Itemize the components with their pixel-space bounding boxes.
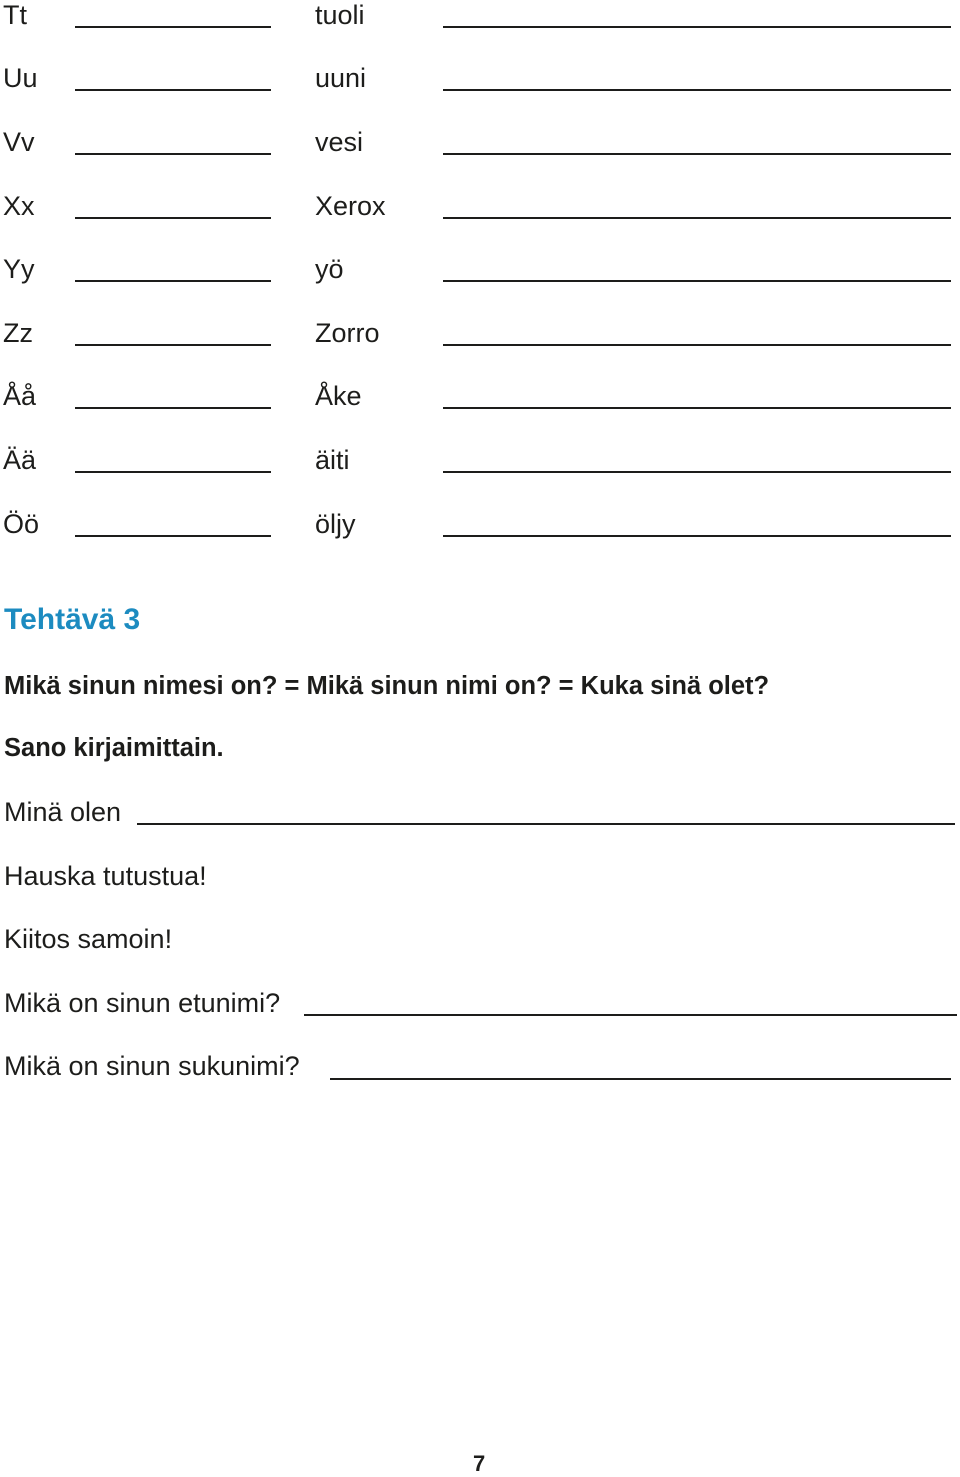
example-word: yö [315, 254, 344, 284]
exercise-instruction: Mikä sinun nimesi on? = Mikä sinun nimi on? = Kuka sinä olet? [4, 672, 770, 700]
exercise-title: Tehtävä 3 [4, 603, 141, 636]
exercise-instruction-spell: Sano kirjaimittain. [4, 734, 224, 762]
reply-text: Hauska tutustua! [4, 861, 207, 891]
first-name-writing-line[interactable] [304, 1014, 957, 1016]
example-word: öljy [315, 509, 356, 539]
letter-label: Ää [3, 445, 37, 475]
example-word: Xerox [315, 191, 386, 221]
word-writing-line[interactable] [443, 471, 951, 473]
letter-label: Zz [3, 318, 33, 348]
letter-label: Öö [3, 509, 40, 539]
word-writing-line[interactable] [443, 344, 951, 346]
alphabet-row [0, 381, 960, 431]
example-word: uuni [315, 63, 367, 93]
alphabet-row [0, 63, 960, 113]
page-number: 7 [473, 1451, 486, 1476]
alphabet-row [0, 0, 960, 50]
intro-prompt: Minä olen [4, 797, 122, 827]
letter-label: Uu [3, 63, 38, 93]
letter-writing-line[interactable] [75, 535, 271, 537]
word-writing-line[interactable] [443, 217, 951, 219]
alphabet-row [0, 509, 960, 559]
letter-writing-line[interactable] [75, 89, 271, 91]
alphabet-row [0, 254, 960, 304]
letter-label: Tt [3, 0, 27, 30]
word-writing-line[interactable] [443, 153, 951, 155]
example-word: Zorro [315, 318, 380, 348]
intro-writing-line[interactable] [137, 823, 955, 825]
letter-writing-line[interactable] [75, 26, 271, 28]
letter-writing-line[interactable] [75, 153, 271, 155]
letter-writing-line[interactable] [75, 407, 271, 409]
example-word: vesi [315, 127, 364, 157]
word-writing-line[interactable] [443, 89, 951, 91]
letter-writing-line[interactable] [75, 344, 271, 346]
alphabet-row [0, 445, 960, 495]
word-writing-line[interactable] [443, 535, 951, 537]
word-writing-line[interactable] [443, 407, 951, 409]
word-writing-line[interactable] [443, 26, 951, 28]
alphabet-row [0, 127, 960, 177]
letter-label: Yy [3, 254, 35, 284]
example-word: Åke [315, 381, 362, 411]
example-word: äiti [315, 445, 350, 475]
letter-label: Xx [3, 191, 35, 221]
word-writing-line[interactable] [443, 280, 951, 282]
letter-label: Vv [3, 127, 35, 157]
first-name-question: Mikä on sinun etunimi? [4, 988, 281, 1018]
last-name-question: Mikä on sinun sukunimi? [4, 1051, 300, 1081]
alphabet-row [0, 318, 960, 368]
example-word: tuoli [315, 0, 365, 30]
reply-text: Kiitos samoin! [4, 924, 173, 954]
letter-writing-line[interactable] [75, 217, 271, 219]
alphabet-row [0, 191, 960, 241]
letter-writing-line[interactable] [75, 471, 271, 473]
letter-label: Åå [3, 381, 37, 411]
last-name-writing-line[interactable] [330, 1078, 951, 1080]
letter-writing-line[interactable] [75, 280, 271, 282]
